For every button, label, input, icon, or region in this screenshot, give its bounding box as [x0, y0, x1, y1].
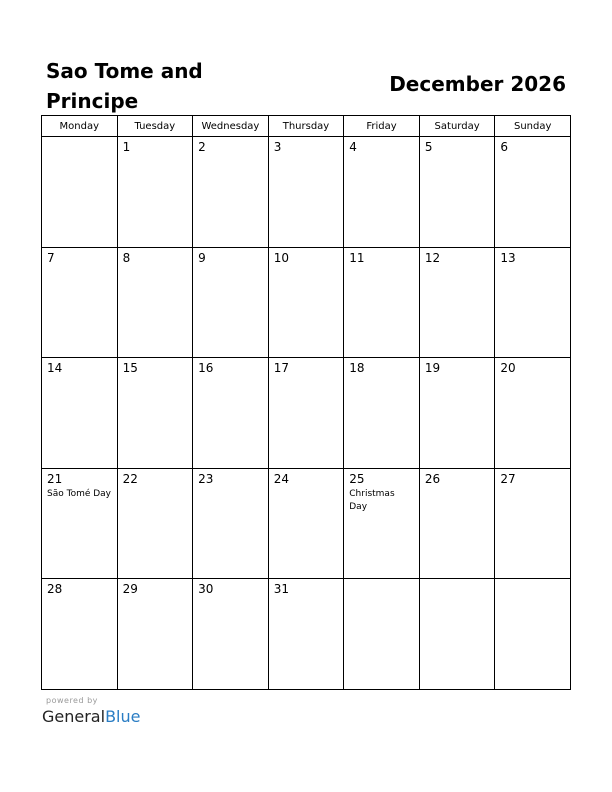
day-cell — [495, 247, 571, 358]
calendar-grid — [41, 115, 571, 690]
brand-general-text: General — [42, 707, 106, 726]
weekday-header-row — [42, 116, 571, 137]
day-number: 30 — [198, 582, 214, 596]
day-number: 23 — [198, 471, 214, 486]
day-number: 13 — [500, 250, 516, 265]
day-number: 20 — [500, 361, 516, 375]
day-cell — [419, 247, 495, 358]
day-number: 16 — [198, 361, 214, 375]
day-number: 5 — [424, 140, 433, 154]
day-number: 8 — [122, 250, 131, 265]
day-cell — [495, 468, 571, 579]
day-number: 15 — [122, 361, 138, 375]
empty-day-cell — [419, 579, 495, 690]
week-row — [42, 358, 571, 469]
day-number: 27 — [500, 471, 516, 486]
weekday-wednesday: Wednesday — [193, 116, 269, 137]
holiday-label: Christmas Day — [349, 488, 395, 512]
day-number: 21 — [47, 471, 63, 486]
day-cell — [193, 247, 269, 358]
day-cell — [344, 137, 420, 248]
weekday-saturday: Saturday — [419, 116, 495, 137]
day-cell — [268, 247, 344, 358]
day-cell — [344, 247, 420, 358]
day-cell — [42, 468, 118, 579]
holiday-label: São Tomé Day — [47, 488, 112, 499]
empty-day-cell — [495, 579, 571, 690]
day-cell — [42, 579, 118, 690]
day-number: 17 — [273, 361, 289, 375]
day-cell — [42, 247, 118, 358]
footer — [42, 696, 140, 728]
day-cell — [495, 358, 571, 469]
day-cell — [117, 579, 193, 690]
week-row — [42, 247, 571, 358]
empty-day-cell — [344, 579, 420, 690]
day-cell — [344, 358, 420, 469]
day-cell — [268, 579, 344, 690]
day-number: 24 — [273, 471, 289, 486]
day-number: 29 — [122, 582, 138, 596]
week-row — [42, 468, 571, 579]
empty-day-cell — [42, 137, 118, 248]
day-number: 31 — [273, 582, 289, 596]
day-number: 26 — [424, 471, 441, 486]
country-title: Sao Tome and Principe — [46, 59, 203, 113]
brand-blue-text: Blue — [105, 707, 141, 726]
day-number: 6 — [500, 140, 509, 154]
day-cell — [419, 137, 495, 248]
day-number: 10 — [273, 250, 289, 265]
day-number: 28 — [47, 582, 63, 596]
weekday-thursday: Thursday — [268, 116, 344, 137]
day-cell — [193, 137, 269, 248]
day-number: 18 — [349, 361, 365, 375]
day-number: 9 — [198, 250, 206, 265]
day-cell — [117, 247, 193, 358]
brand-logo[interactable] — [42, 706, 140, 728]
day-cell — [419, 358, 495, 469]
day-cell — [344, 468, 420, 579]
week-row — [42, 137, 571, 248]
powered-by-label: powered by — [46, 696, 98, 705]
day-cell — [117, 137, 193, 248]
weekday-monday: Monday — [42, 116, 118, 137]
week-row — [42, 579, 571, 690]
weekday-tuesday: Tuesday — [117, 116, 193, 137]
day-cell — [193, 468, 269, 579]
day-number: 12 — [424, 250, 441, 265]
day-cell — [117, 468, 193, 579]
weekday-sunday: Sunday — [495, 116, 571, 137]
day-number: 7 — [47, 250, 55, 265]
month-title: December 2026 — [389, 72, 566, 96]
weekday-friday: Friday — [344, 116, 420, 137]
day-cell — [419, 468, 495, 579]
day-number: 11 — [349, 250, 365, 265]
day-number: 4 — [349, 140, 357, 154]
day-cell — [495, 137, 571, 248]
day-cell — [193, 358, 269, 469]
day-cell — [193, 579, 269, 690]
day-number: 22 — [122, 471, 138, 486]
day-number: 2 — [198, 140, 206, 154]
day-cell — [268, 468, 344, 579]
day-cell — [268, 137, 344, 248]
day-number: 3 — [273, 140, 282, 154]
day-cell — [42, 358, 118, 469]
day-number: 19 — [424, 361, 441, 375]
day-number: 25 — [349, 471, 365, 486]
day-cell — [268, 358, 344, 469]
day-number: 1 — [122, 140, 131, 154]
day-cell — [117, 358, 193, 469]
day-number: 14 — [47, 361, 63, 375]
